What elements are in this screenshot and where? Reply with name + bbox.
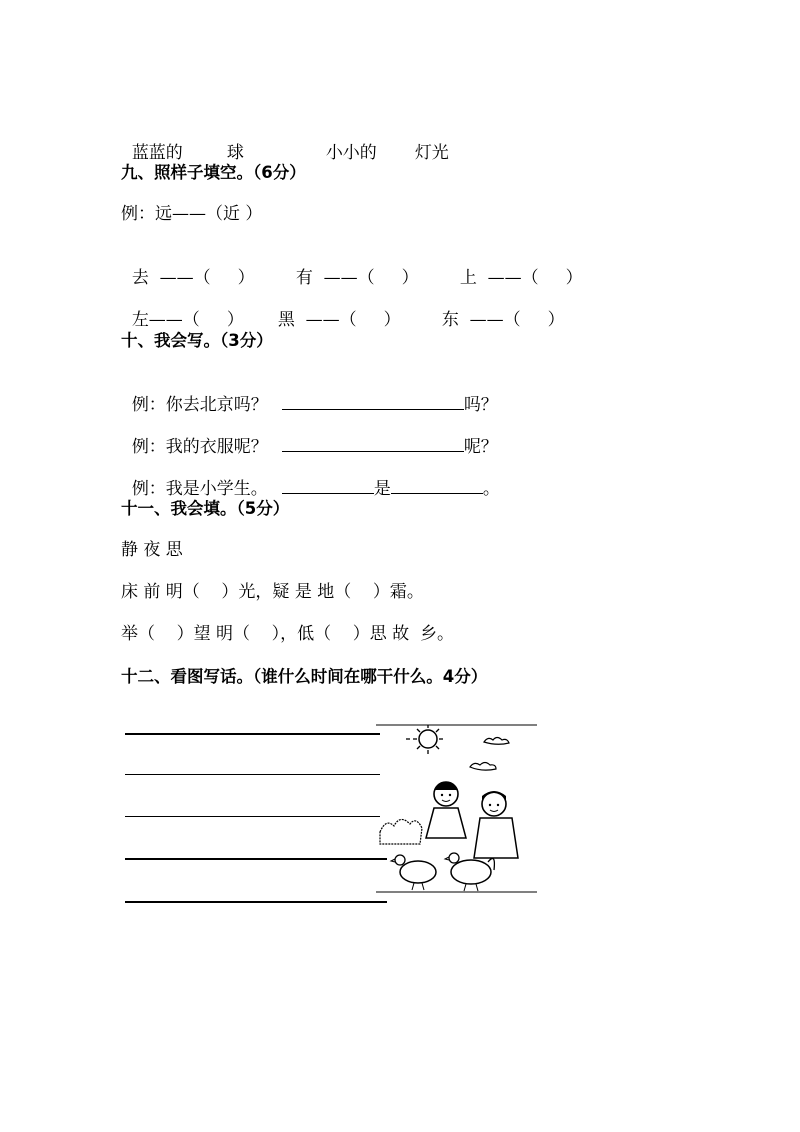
- section9-heading: 九、照样子填空。（6分）: [121, 163, 306, 182]
- writing-line-4[interactable]: [125, 858, 387, 860]
- section10-item3: [121, 455, 500, 500]
- section10-heading: 十、我会写。（3分）: [121, 331, 273, 350]
- item1-prefix: 例：你去北京吗？: [131, 395, 268, 415]
- fill-qu[interactable]: 去 ——（ ）: [131, 268, 255, 288]
- fill-shang[interactable]: 上 ——（ ）: [459, 268, 583, 288]
- section9-example: 例：远——（近 ）: [121, 204, 263, 224]
- word-qiu: 球: [226, 143, 244, 163]
- poem-title: 静 夜 思: [121, 540, 183, 560]
- section9-row2: [121, 287, 565, 331]
- section10-item2: [121, 413, 498, 458]
- item2-answer-blank[interactable]: [282, 435, 464, 452]
- fill-dong[interactable]: 东 ——（ ）: [441, 310, 565, 330]
- section9-row1: [121, 245, 583, 289]
- writing-line-2[interactable]: [125, 774, 380, 775]
- word-xiaoxiao: 小小的: [325, 143, 377, 163]
- poem-line1[interactable]: 床 前 明（ ）光，疑 是 地（ ）霜。: [121, 582, 424, 602]
- item2-prefix: 例：我的衣服呢？: [131, 437, 268, 457]
- item1-suffix: 吗？: [463, 395, 498, 415]
- children-with-chickens-illustration: [376, 722, 538, 894]
- word-dengguang: 灯光: [414, 143, 449, 163]
- writing-line-3[interactable]: [125, 816, 380, 817]
- fill-hei[interactable]: 黑 ——（ ）: [277, 310, 401, 330]
- writing-line-1[interactable]: [125, 733, 380, 735]
- word-lanlan: 蓝蓝的: [131, 143, 183, 163]
- item3-middle: 是: [373, 479, 391, 499]
- writing-line-5[interactable]: [125, 901, 387, 903]
- item3-prefix: 例：我是小学生。: [131, 479, 268, 499]
- item3-answer-blank-2[interactable]: [391, 477, 483, 494]
- item1-answer-blank[interactable]: [282, 393, 464, 410]
- section11-heading: 十一、我会填。（5分）: [121, 499, 290, 518]
- word-row: [121, 120, 449, 164]
- poem-line2[interactable]: 举（ ）望 明（ ），低（ ）思 故 乡。: [121, 624, 454, 644]
- fill-zuo[interactable]: 左——（ ）: [131, 310, 244, 330]
- fill-you[interactable]: 有 ——（ ）: [295, 268, 419, 288]
- item2-suffix: 呢？: [463, 437, 498, 457]
- section12-heading: 十二、看图写话。（谁什么时间在哪干什么。4分）: [121, 667, 488, 686]
- item3-answer-blank-1[interactable]: [282, 477, 374, 494]
- section10-item1: [121, 371, 498, 416]
- item3-suffix: 。: [482, 479, 500, 499]
